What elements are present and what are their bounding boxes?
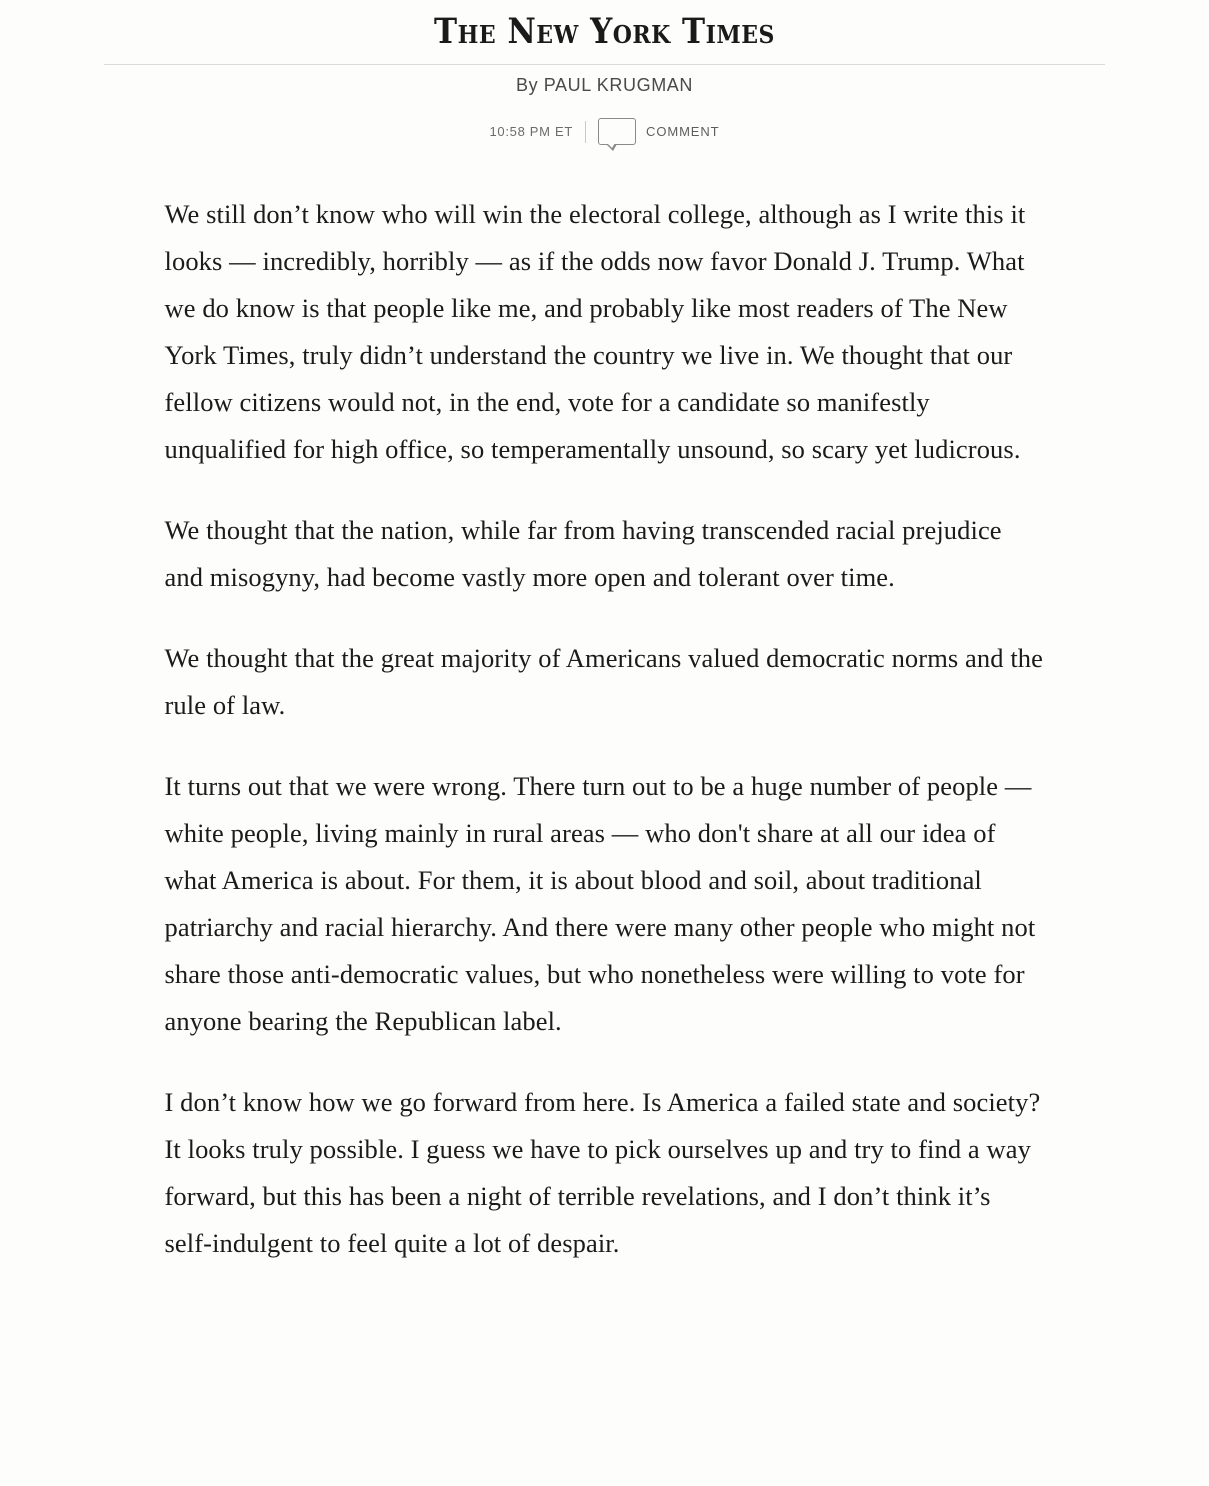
- comment-label: COMMENT: [646, 124, 720, 139]
- article-paragraph: I don’t know how we go forward from here. Is America a failed state and society? It looks truly possible. I guess we have to pick ourselves up and try to find a way forward, but this has been a night of terrible revelations, and I don’t think it’s self-indulgent to feel quite a lot of despair.: [164, 1087, 1041, 1258]
- timestamp: 10:58 PM ET: [489, 124, 574, 139]
- masthead: [0, 0, 1209, 54]
- header-divider: [104, 64, 1105, 65]
- meta-divider: [585, 121, 586, 143]
- comment-bubble-icon: [598, 118, 636, 145]
- article-paragraph: We still don’t know who will win the electoral college, although as I write this it looks — incredibly, horribly — as if the odds now favor Donald J. Trump. What we do know is that people like me, and probably like most readers of The New York Times, truly didn’t understand the country we live in. We thought that our fellow citizens would not, in the end, vote for a candidate so manifestly unqualified for high office, so temperamentally unsound, so scary yet ludicrous.: [164, 199, 1026, 464]
- article-paragraph: We thought that the great majority of Americans valued democratic norms and the rule of law.: [164, 643, 1044, 720]
- article-meta-row: [0, 118, 1209, 145]
- article-paragraph: It turns out that we were wrong. There turn out to be a huge number of people — white people, living mainly in rural areas — who don't share at all our idea of what America is about. For them, it is about blood and soil, about traditional patriarchy and racial hierarchy. And there were many other people who might not share those anti-democratic values, but who nonetheless were willing to vote for anyone bearing the Republican label.: [164, 771, 1036, 1036]
- article-body: [165, 191, 1045, 1341]
- comment-button[interactable]: [598, 118, 719, 145]
- byline[interactable]: By PAUL KRUGMAN: [515, 75, 694, 95]
- publication-title: The New York Times: [434, 11, 775, 53]
- article-paragraph: We thought that the nation, while far from having transcended racial prejudice and misogyny, had become vastly more open and tolerant over time.: [164, 515, 1002, 592]
